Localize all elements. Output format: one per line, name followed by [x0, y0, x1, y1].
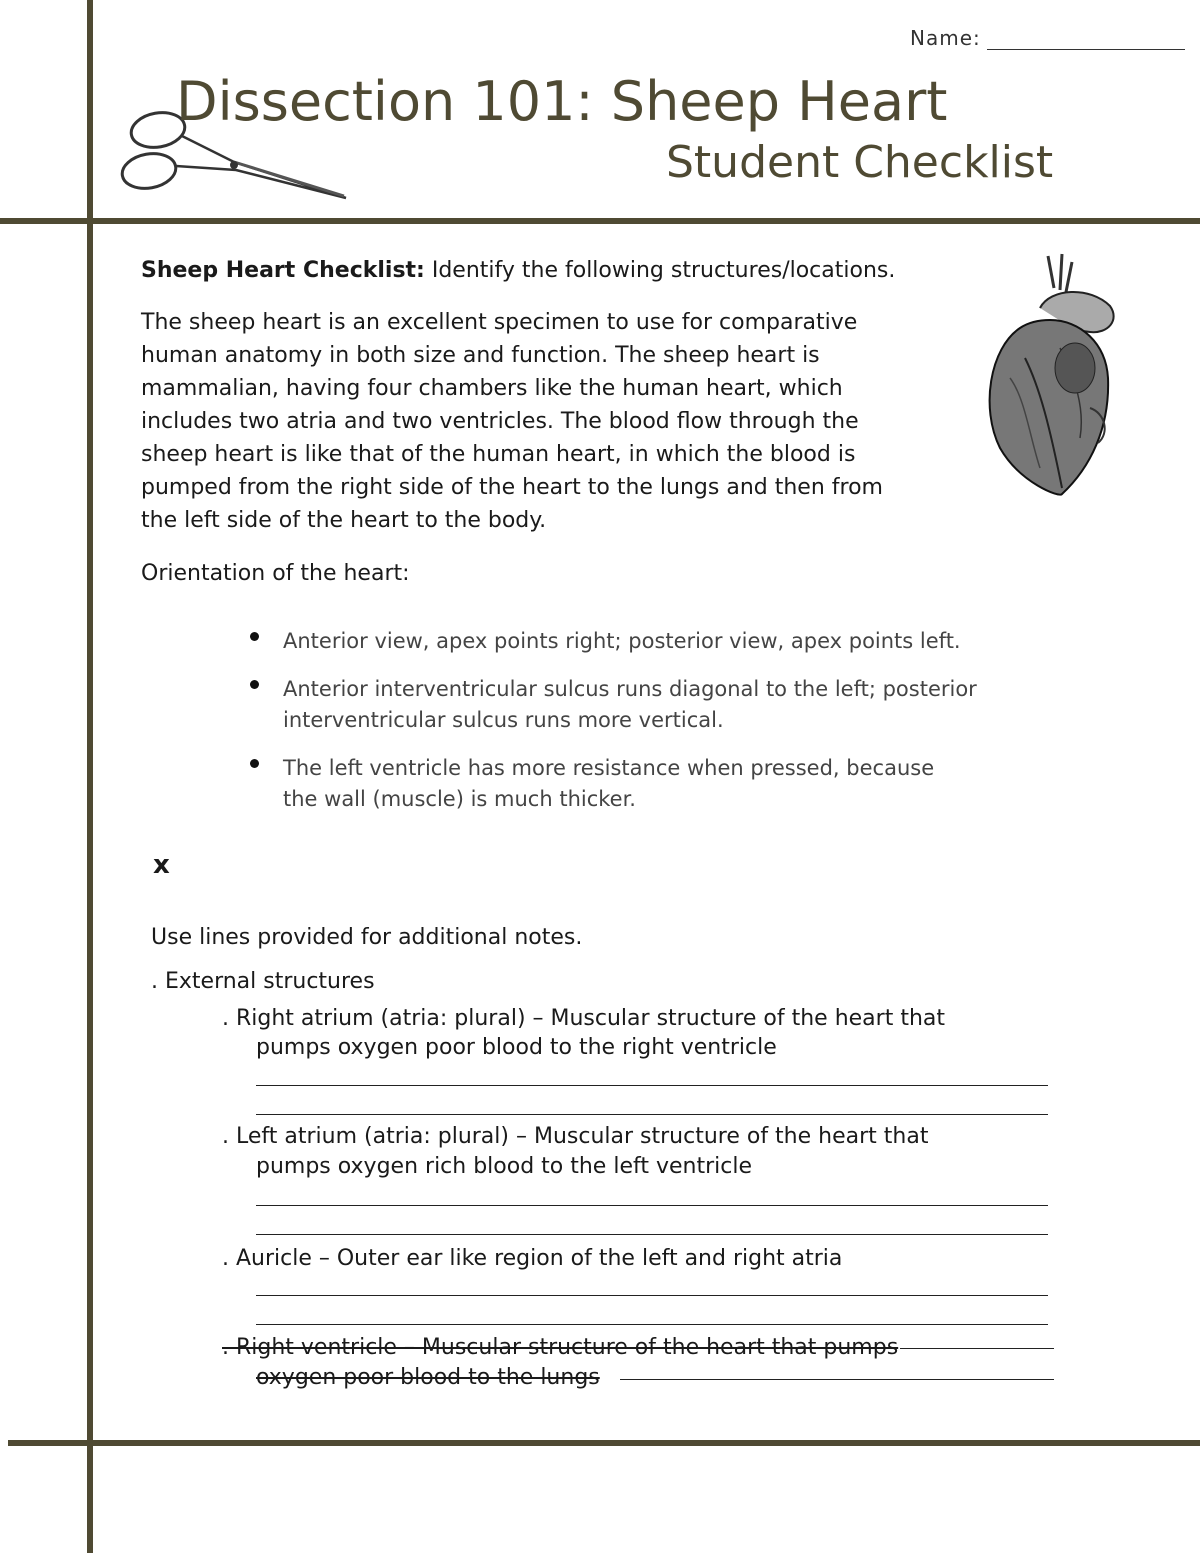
notes-line[interactable]	[620, 1379, 1054, 1380]
notes-line[interactable]	[256, 1085, 1048, 1086]
checklist-label: Sheep Heart Checklist:	[141, 258, 425, 283]
name-label: Name:	[910, 26, 981, 50]
item-left-atrium-desc: pumps oxygen rich blood to the left ventricle	[256, 1154, 752, 1179]
paragraph-line: sheep heart is like that of the human heart, in which the blood is	[141, 442, 856, 467]
item-right-ventricle: . Right ventricle – Muscular structure of the heart that pumps	[222, 1335, 899, 1360]
item-right-atrium: . Right atrium (atria: plural) – Muscular structure of the heart that	[222, 1006, 945, 1031]
item-right-ventricle-desc: oxygen poor blood to the lungs	[256, 1365, 600, 1390]
page-subtitle: Student Checklist	[666, 137, 1054, 188]
bullet-icon	[250, 759, 259, 768]
bullet-text: Anterior interventricular sulcus runs diagonal to the left; posterior	[283, 677, 977, 701]
paragraph-line: pumped from the right side of the heart to the lungs and then from	[141, 475, 883, 500]
notes-line[interactable]	[256, 1234, 1048, 1235]
paragraph-line: includes two atria and two ventricles. The blood flow through the	[141, 409, 859, 434]
notes-instruction: Use lines provided for additional notes.	[151, 925, 583, 950]
page-title: Dissection 101: Sheep Heart	[176, 70, 948, 133]
notes-line[interactable]	[900, 1348, 1054, 1349]
paragraph-line: human anatomy in both size and function. The sheep heart is	[141, 343, 820, 368]
bullet-text: Anterior view, apex points right; posterior view, apex points left.	[283, 629, 961, 653]
bullet-icon	[250, 680, 259, 689]
bullet-icon	[250, 632, 259, 641]
notes-line[interactable]	[256, 1295, 1048, 1296]
bullet-text: the wall (muscle) is much thicker.	[283, 787, 636, 811]
checklist-instruction: Identify the following structures/locations.	[424, 258, 896, 283]
notes-line[interactable]	[256, 1324, 1048, 1325]
bullet-text: The left ventricle has more resistance when pressed, because	[283, 756, 935, 780]
item-auricle: . Auricle – Outer ear like region of the left and right atria	[222, 1246, 843, 1271]
name-field	[910, 26, 1185, 50]
section-heading: . External structures	[151, 969, 375, 994]
notes-line[interactable]	[256, 1114, 1048, 1115]
header-divider	[0, 218, 1200, 224]
heart-illustration	[980, 248, 1138, 503]
checklist-intro	[141, 258, 895, 283]
item-left-atrium: . Left atrium (atria: plural) – Muscular structure of the heart that	[222, 1124, 929, 1149]
paragraph-line: the left side of the heart to the body.	[141, 508, 547, 533]
notes-line[interactable]	[256, 1205, 1048, 1206]
name-blank-line[interactable]	[987, 29, 1185, 50]
paragraph-line: The sheep heart is an excellent specimen to use for comparative	[141, 310, 858, 335]
orientation-heading: Orientation of the heart:	[141, 561, 410, 586]
x-mark: x	[153, 850, 170, 880]
bullet-text: interventricular sulcus runs more vertical.	[283, 708, 724, 732]
paragraph-line: mammalian, having four chambers like the human heart, which	[141, 376, 843, 401]
vertical-border-line	[87, 0, 93, 1553]
item-right-atrium-desc: pumps oxygen poor blood to the right ventricle	[256, 1035, 777, 1060]
footer-divider	[8, 1440, 1200, 1446]
